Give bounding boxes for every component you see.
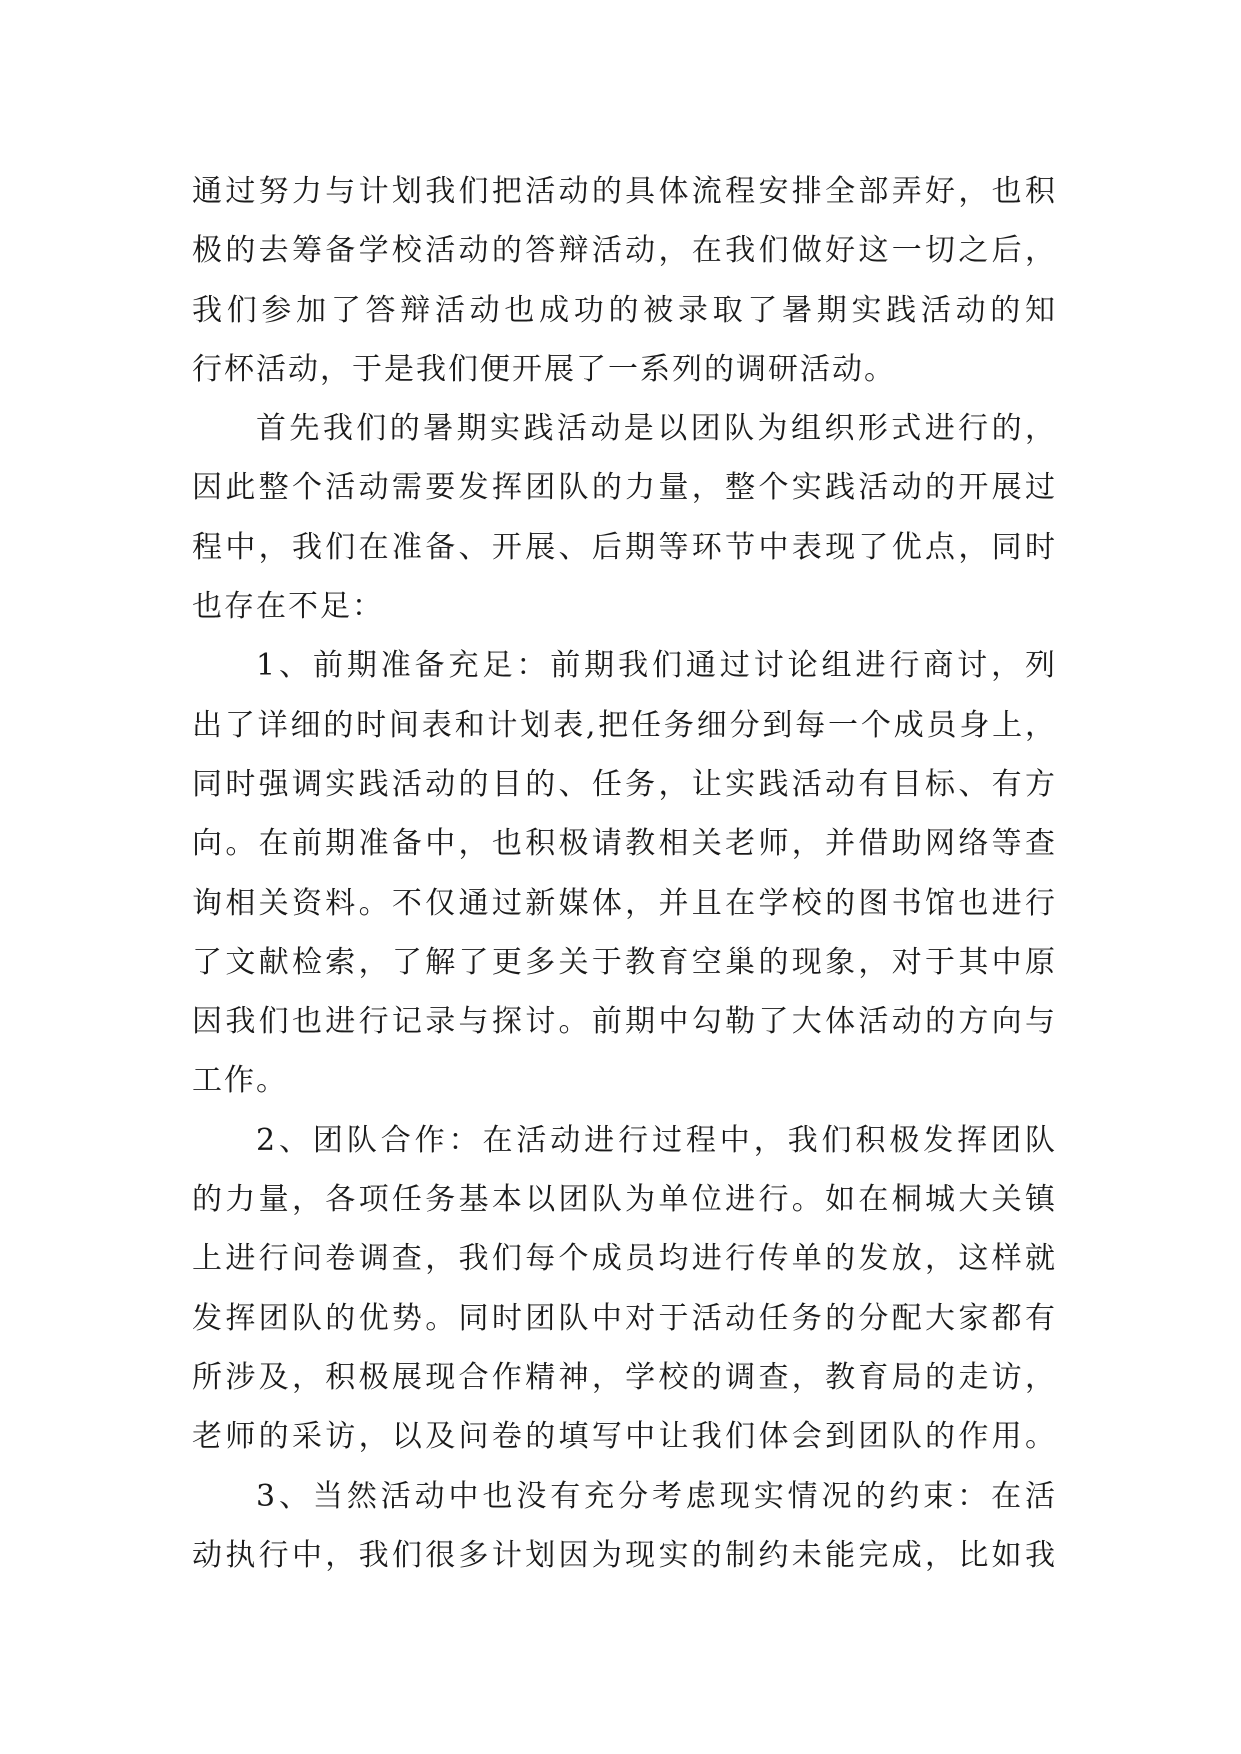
text-line: 极的去筹备学校活动的答辩活动，在我们做好这一切之后， xyxy=(192,233,1057,269)
text-line: 上进行问卷调查，我们每个成员均进行传单的发放，这样就 xyxy=(192,1241,1057,1277)
text-line: 程中，我们在准备、开展、后期等环节中表现了优点，同时 xyxy=(192,529,1057,565)
text-line: 发挥团队的优势。同时团队中对于活动任务的分配大家都有 xyxy=(192,1300,1057,1336)
text-line: 所涉及，积极展现合作精神，学校的调查，教育局的走访， xyxy=(192,1359,1057,1395)
paragraph-first-line: 首先我们的暑期实践活动是以团队为组织形式进行的， xyxy=(256,411,1057,447)
text-line: 动执行中，我们很多计划因为现实的制约未能完成，比如我 xyxy=(192,1537,1057,1573)
text-line: 老师的采访，以及问卷的填写中让我们体会到团队的作用。 xyxy=(192,1419,1057,1455)
paragraph-first-line: 2、团队合作：在活动进行过程中，我们积极发挥团队 xyxy=(256,1122,1057,1158)
text-line: 通过努力与计划我们把活动的具体流程安排全部弄好，也积 xyxy=(192,174,1057,209)
text-line: 出了详细的时间表和计划表,把任务细分到每一个成员身上， xyxy=(192,707,1057,743)
paragraph-first-line: 3、当然活动中也没有充分考虑现实情况的约束：在活 xyxy=(256,1478,1057,1514)
text-line: 工作。 xyxy=(192,1063,288,1099)
text-line: 了文献检索，了解了更多关于教育空巢的现象，对于其中原 xyxy=(192,944,1057,980)
text-line: 我们参加了答辩活动也成功的被录取了暑期实践活动的知 xyxy=(192,292,1057,328)
document-body xyxy=(192,162,1057,1585)
text-line: 的力量，各项任务基本以团队为单位进行。如在桐城大关镇 xyxy=(192,1182,1057,1218)
paragraph-first-line: 1、前期准备充足：前期我们通过讨论组进行商讨，列 xyxy=(256,648,1057,684)
text-line: 因我们也进行记录与探讨。前期中勾勒了大体活动的方向与 xyxy=(192,1004,1057,1040)
text-line: 行杯活动，于是我们便开展了一系列的调研活动。 xyxy=(192,351,896,387)
text-line: 询相关资料。不仅通过新媒体，并且在学校的图书馆也进行 xyxy=(192,885,1057,921)
text-line: 同时强调实践活动的目的、任务，让实践活动有目标、有方 xyxy=(192,766,1057,802)
text-line: 因此整个活动需要发挥团队的力量，整个实践活动的开展过 xyxy=(192,470,1057,506)
text-line: 向。在前期准备中，也积极请教相关老师，并借助网络等查 xyxy=(192,826,1057,862)
text-line: 也存在不足： xyxy=(192,589,384,625)
